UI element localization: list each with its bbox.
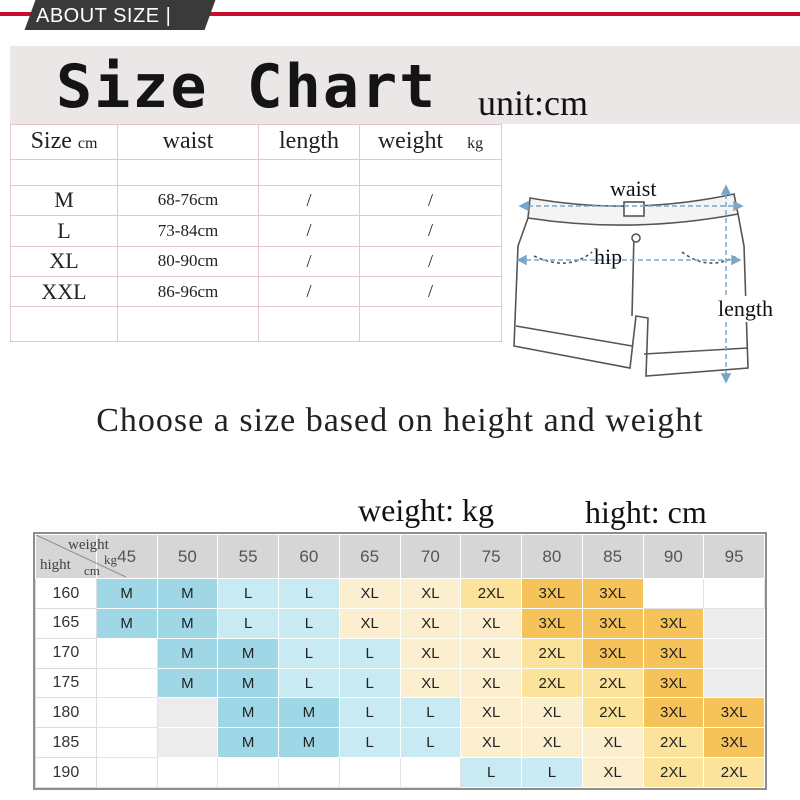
table-row [36,609,765,639]
table-row [11,276,502,306]
waist-cell: 73-84cm [118,216,259,246]
size-cell: 2XL [643,758,704,788]
size-cell: 3XL [582,609,643,639]
waist-cell: 86-96cm [118,276,259,306]
header-weight-label: weight [377,128,444,155]
size-cell: XL [400,609,461,639]
size-cell [704,609,765,639]
height-cell: 170 [36,638,97,668]
size-cell: XL [522,728,583,758]
size-cell [400,758,461,788]
weight-cell: / [360,276,502,306]
size-cell: 3XL [704,728,765,758]
header-length: length [259,125,360,160]
header-weight-unit: kg [467,135,484,153]
grid-header-row [36,535,765,579]
length-label: length [718,296,773,321]
height-cell: 160 [36,579,97,609]
corner-cm: cm [84,563,100,578]
size-cell [157,698,218,728]
size-cell: L [339,668,400,698]
size-cell: 3XL [643,668,704,698]
weight-header-85: 85 [582,535,643,579]
size-grid-table [35,534,765,788]
size-cell: L [339,728,400,758]
size-cell [218,758,279,788]
size-cell: XL [461,638,522,668]
size-cell [96,698,157,728]
weight-header-65: 65 [339,535,400,579]
table-row [36,758,765,788]
size-cell: XL [400,638,461,668]
size-cell [96,728,157,758]
size-cell [157,758,218,788]
size-table-spacer [11,307,502,342]
table-row [36,668,765,698]
waist-cell: 80-90cm [118,246,259,276]
size-cell: L [279,579,340,609]
weight-header-90: 90 [643,535,704,579]
corner-kg: kg [104,552,117,567]
height-cell: 185 [36,728,97,758]
about-size-label: ABOUT SIZE | [36,5,172,27]
size-cell: 2XL [582,668,643,698]
size-cell: XL [339,609,400,639]
weight-header-60: 60 [279,535,340,579]
size-recommendation-grid [33,532,767,790]
size-cell: M [157,638,218,668]
weight-cell: / [360,185,502,215]
grid-corner [36,535,117,579]
size-cell: M [96,609,157,639]
size-cell: XL [11,246,118,276]
size-cell: XL [461,668,522,698]
size-cell: M [218,668,279,698]
size-table [10,124,502,342]
size-cell: M [279,698,340,728]
size-cell: 2XL [461,579,522,609]
size-cell [157,728,218,758]
size-cell: L [400,728,461,758]
header-bar [0,5,800,27]
table-row [36,579,765,609]
size-cell [704,579,765,609]
header-waist: waist [118,125,259,160]
size-cell: M [157,579,218,609]
size-cell [96,638,157,668]
size-cell: M [218,698,279,728]
size-cell: M [279,728,340,758]
size-cell: 2XL [704,758,765,788]
length-cell: / [259,185,360,215]
size-cell: M [157,609,218,639]
size-cell: XL [522,698,583,728]
size-cell: 2XL [522,638,583,668]
size-cell: L [339,638,400,668]
weight-header-95: 95 [704,535,765,579]
header-size-unit: cm [77,135,98,153]
size-cell: 3XL [643,638,704,668]
shorts-diagram [512,176,792,386]
size-cell [704,668,765,698]
size-cell: 3XL [522,609,583,639]
table-row [36,638,765,668]
size-cell: XL [400,579,461,609]
size-cell: L [339,698,400,728]
height-cell: 180 [36,698,97,728]
size-cell: XL [461,698,522,728]
weight-cell: / [360,246,502,276]
corner-weight: weight [68,537,109,553]
weight-cell: / [360,216,502,246]
size-cell: L [400,698,461,728]
table-row [11,246,502,276]
size-cell: L [279,638,340,668]
size-cell: L [522,758,583,788]
size-cell: 3XL [582,638,643,668]
header-size-label: Size [30,128,72,155]
waist-cell: 68-76cm [118,185,259,215]
size-cell: XXL [11,276,118,306]
table-row [11,185,502,215]
height-cell: 175 [36,668,97,698]
page-title: Size Chart [56,52,438,122]
size-cell: 3XL [582,579,643,609]
hip-label: hip [594,244,623,269]
table-row [36,728,765,758]
size-cell: XL [461,609,522,639]
size-cell: 3XL [704,698,765,728]
size-cell: 2XL [522,668,583,698]
weight-unit-label: weight: kg [358,492,494,528]
size-cell: M [11,185,118,215]
size-cell: M [218,638,279,668]
weight-header-55: 55 [218,535,279,579]
size-cell: 2XL [643,728,704,758]
table-row [11,216,502,246]
size-cell: L [218,609,279,639]
height-cell: 190 [36,758,97,788]
size-cell: L [279,609,340,639]
weight-header-50: 50 [157,535,218,579]
length-cell: / [259,276,360,306]
size-cell: M [218,728,279,758]
table-row [36,698,765,728]
size-cell: XL [582,758,643,788]
size-table-header [11,125,502,160]
size-cell: XL [461,728,522,758]
weight-header-80: 80 [522,535,583,579]
weight-header-45: 45 [96,535,157,579]
size-cell: L [218,579,279,609]
size-cell: 3XL [522,579,583,609]
size-cell: 2XL [582,698,643,728]
size-cell [643,579,704,609]
height-cell: 165 [36,609,97,639]
shorts-illustration [512,176,792,386]
size-cell: L [279,668,340,698]
size-cell: 3XL [643,609,704,639]
unit-label: unit:cm [478,83,588,123]
height-unit-label: hight: cm [585,494,707,530]
size-cell [704,638,765,668]
size-table-spacer [11,159,502,185]
size-cell [96,758,157,788]
corner-hight: hight [40,557,71,573]
size-cell: M [96,579,157,609]
waist-label: waist [610,176,657,201]
size-cell [339,758,400,788]
size-cell: L [11,216,118,246]
weight-header-75: 75 [461,535,522,579]
size-cell: XL [400,668,461,698]
size-cell [96,668,157,698]
choose-instruction: Choose a size based on height and weight [96,402,704,439]
size-cell: 3XL [643,698,704,728]
size-cell: M [157,668,218,698]
length-cell: / [259,216,360,246]
size-cell: XL [339,579,400,609]
length-cell: / [259,246,360,276]
header-weight [360,125,502,160]
weight-header-70: 70 [400,535,461,579]
size-cell: XL [582,728,643,758]
header-size [11,125,118,160]
size-cell: L [461,758,522,788]
size-cell [279,758,340,788]
